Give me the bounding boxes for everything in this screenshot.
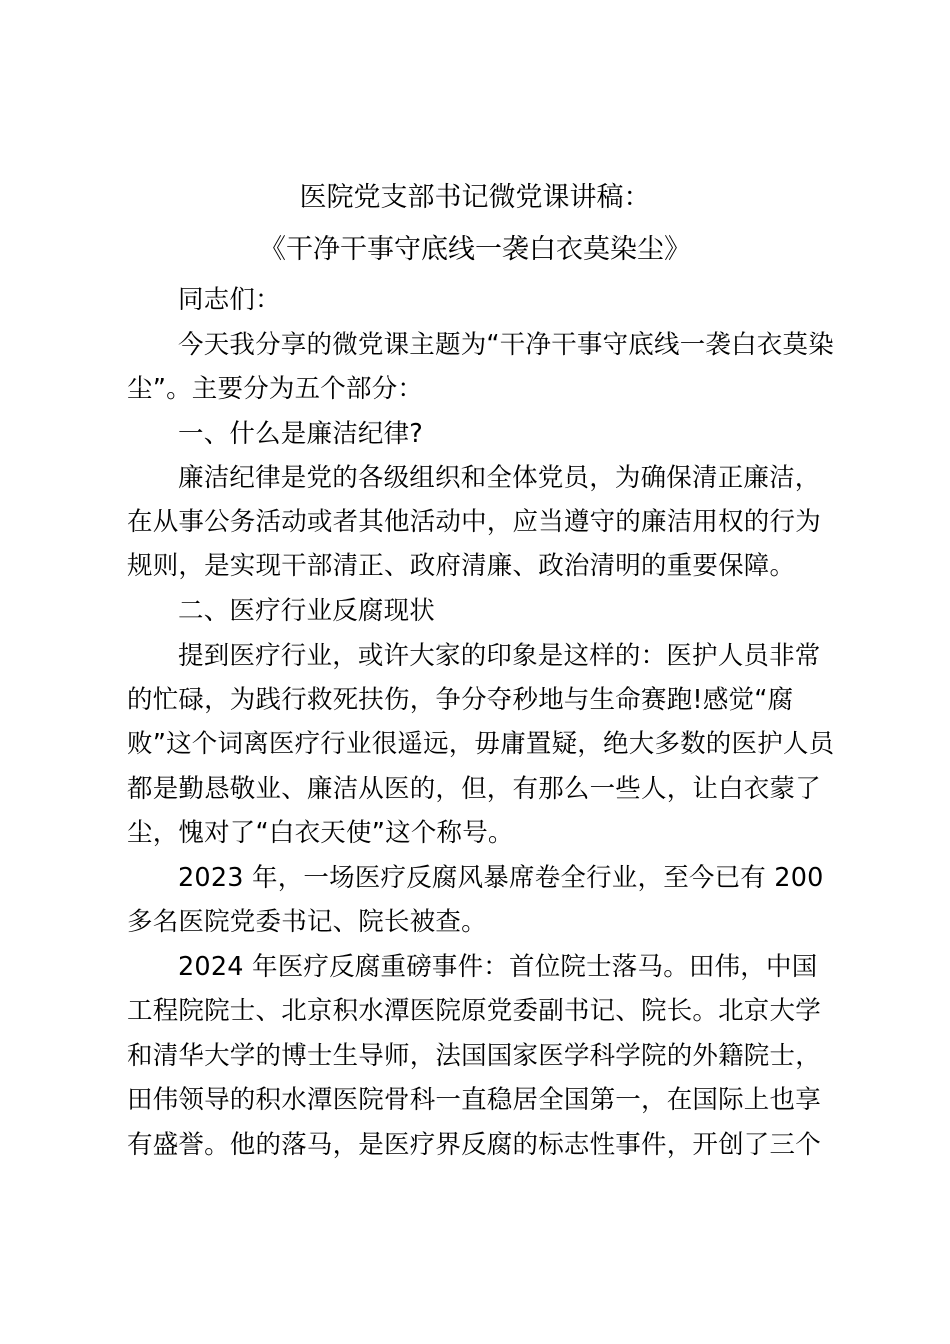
paragraph-line: 2023 年，一场医疗反腐风暴席卷全行业，至今已有 200 (178, 863, 824, 893)
paragraph-line: 尘，愧对了“白衣天使”这个称号。 (127, 818, 514, 848)
salutation: 同志们： (178, 285, 281, 315)
document-title: 医院党支部书记微党课讲稿： (299, 182, 651, 213)
paragraph-line: 田伟领导的积水潭医院骨科一直稳居全国第一，在国际上也享 (127, 1085, 821, 1115)
paragraph-line: 都是勤恳敬业、廉洁从医的，但，有那么一些人，让白衣蒙了 (127, 774, 821, 804)
paragraph-line: 和清华大学的博士生导师，法国国家医学科学院的外籍院士， (127, 1041, 821, 1071)
section-heading: 二、医疗行业反腐现状 (178, 596, 436, 626)
paragraph-line: 工程院院士、北京积水潭医院原党委副书记、院长。北京大学 (127, 996, 821, 1026)
paragraph-line: 今天我分享的微党课主题为“干净干事守底线一袭白衣莫染 (178, 330, 834, 360)
paragraph-line: 败”这个词离医疗行业很遥远，毋庸置疑，绝大多数的医护人员 (127, 729, 835, 759)
paragraph-line: 多名医院党委书记、院长被查。 (127, 907, 487, 937)
paragraph-line: 规则，是实现干部清正、政府清廉、政治清明的重要保障。 (127, 551, 796, 581)
paragraph-line: 2024 年医疗反腐重磅事件：首位院士落马。田伟，中国 (178, 952, 818, 982)
paragraph-line: 有盛誉。他的落马，是医疗界反腐的标志性事件，开创了三个 (127, 1130, 821, 1160)
paragraph-line: 尘”。主要分为五个部分： (127, 374, 424, 404)
paragraph-line: 的忙碌，为践行救死扶伤，争分夺秒地与生命赛跑!感觉“腐 (127, 685, 794, 715)
paragraph-line: 廉洁纪律是党的各级组织和全体党员，为确保清正廉洁， (178, 463, 821, 493)
paragraph-line: 提到医疗行业，或许大家的印象是这样的：医护人员非常 (178, 641, 821, 671)
paragraph-line: 在从事公务活动或者其他活动中，应当遵守的廉洁用权的行为 (127, 507, 821, 537)
document-subtitle: 《干净干事守底线一袭白衣莫染尘》 (259, 234, 691, 265)
section-heading: 一、什么是廉洁纪律? (178, 419, 424, 449)
